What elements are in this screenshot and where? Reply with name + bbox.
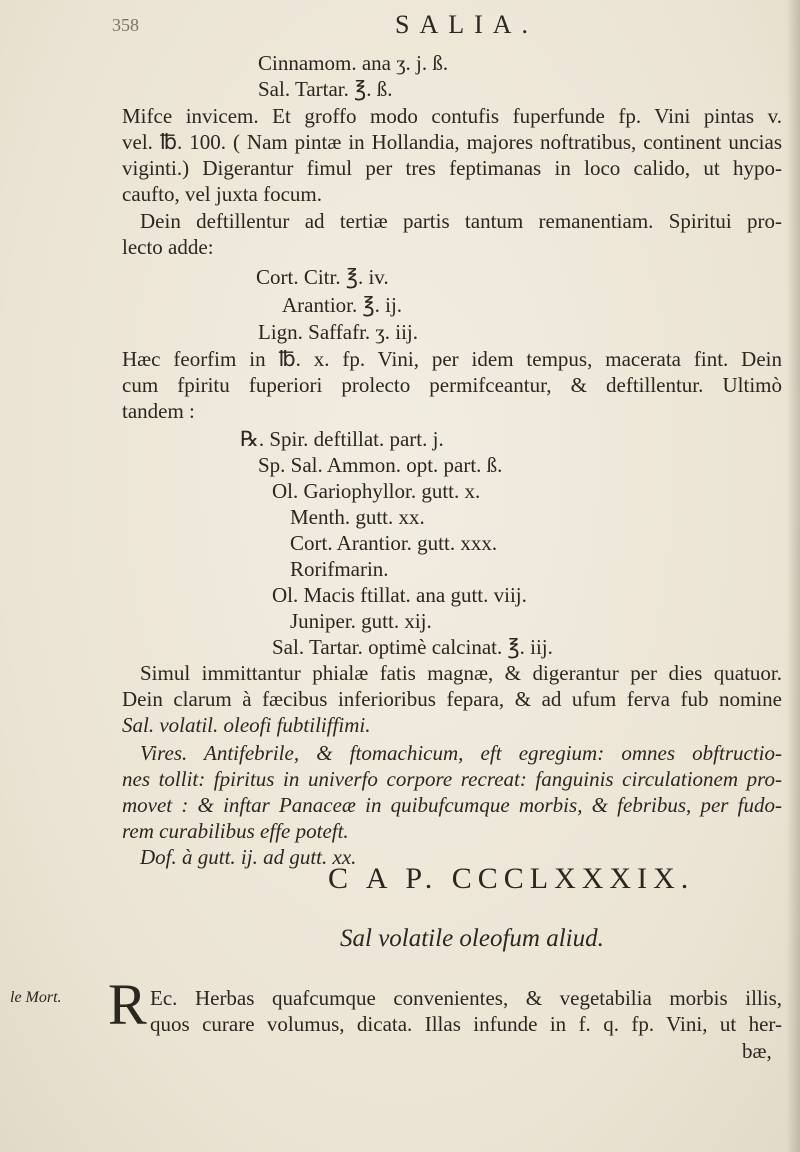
recipe-item: Ol. Macis ftillat. ana gutt. viij. — [272, 583, 527, 607]
text-line: vel. ℔. 100. ( Nam pintæ in Hollandia, majores noftratibus, continent uncias — [122, 130, 782, 154]
recipe-item: Juniper. gutt. xij. — [290, 609, 432, 633]
text-line: Dein deftillentur ad tertiæ partis tantum remanentiam. Spiritui pro- — [140, 209, 782, 233]
catchword: bæ, — [742, 1039, 772, 1063]
text-line: quos curare volumus, dicata. Illas infunde in f. q. fp. Vini, ut her- — [150, 1012, 782, 1036]
text-line: Simul immittantur phialæ fatis magnæ, & digerantur per dies quatuor. — [140, 661, 782, 685]
margin-note: le Mort. — [10, 989, 62, 1006]
recipe-item: ℞. Spir. deftillat. part. j. — [240, 427, 444, 451]
text-line: Cinnamom. ana ʒ. j. ß. — [258, 51, 449, 75]
dosage-line: Dof. à gutt. ij. ad gutt. xx. — [140, 845, 357, 869]
recipe-item: Sp. Sal. Ammon. opt. part. ß. — [258, 453, 503, 477]
text-line: caufto, vel juxta focum. — [122, 182, 323, 206]
text-line: cum fpiritu fuperiori prolecto permifceantur, & deftillentur. Ultimò — [122, 373, 782, 397]
page-number: 358 — [112, 15, 139, 35]
text-line: tandem : — [122, 399, 195, 423]
recipe-item: Menth. gutt. xx. — [290, 505, 425, 529]
recipe-item: Ol. Gariophyllor. gutt. x. — [272, 479, 481, 503]
text-line: viginti.) Digerantur fimul per tres feptimanas in loco calido, ut hypo- — [122, 156, 782, 180]
running-title: SALIA. — [395, 10, 539, 39]
recipe-item: Cort. Arantior. gutt. xxx. — [290, 531, 498, 555]
chapter-subtitle: Sal volatile oleofum aliud. — [340, 925, 604, 952]
text-line: Vires. Antifebrile, & ftomachicum, eft egregium: omnes obftructio- — [140, 741, 782, 765]
text-line: Sal. Tartar. ℥. ß. — [258, 77, 393, 101]
recipe-item: Cort. Citr. ℥. iv. — [256, 265, 389, 289]
text-line: Hæc feorfim in ℔. x. fp. Vini, per idem tempus, macerata fint. Dein — [122, 347, 782, 371]
recipe-item: Sal. Tartar. optimè calcinat. ℥. iij. — [272, 635, 553, 659]
text-line: Dein clarum à fæcibus inferioribus fepara, & ad ufum ferva fub nomine — [122, 687, 782, 711]
text-line: Sal. volatil. oleofi fubtiliffimi. — [122, 713, 371, 737]
text-line: Ec. Herbas quafcumque convenientes, & vegetabilia morbis illis, — [150, 986, 782, 1010]
recipe-item: Rorifmarin. — [290, 557, 389, 581]
page-edge-shadow — [786, 0, 800, 1152]
text-line: Mifce invicem. Et groffo modo contufis fuperfunde fp. Vini pintas v. — [122, 104, 782, 128]
drop-cap: R — [108, 972, 147, 1037]
recipe-item: Lign. Saffafr. ʒ. iij. — [258, 320, 418, 344]
text-line: lecto adde: — [122, 235, 214, 259]
recipe-item: Arantior. ℥. ij. — [282, 293, 403, 317]
chapter-heading: C A P. CCCLXXXIX. — [328, 862, 695, 895]
text-line: nes tollit: fpiritus in univerfo corpore recreat: fanguinis circulationem pro- — [122, 767, 782, 791]
text-line: movet : & inftar Panaceæ in quibufcumque morbis, & febribus, per fudo- — [122, 793, 782, 817]
text-line: rem curabilibus effe poteft. — [122, 819, 349, 843]
